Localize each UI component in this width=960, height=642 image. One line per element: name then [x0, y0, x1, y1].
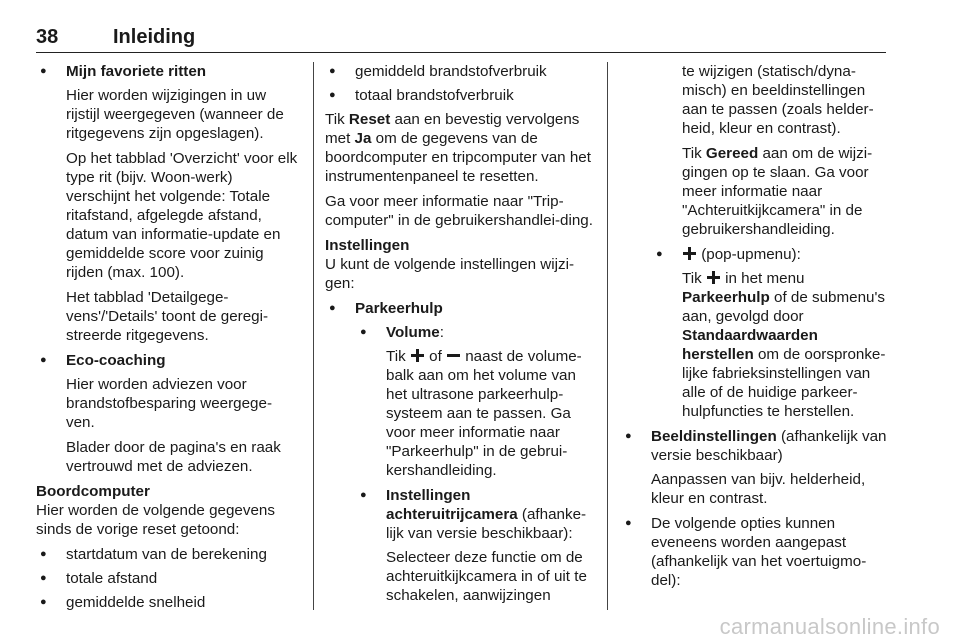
column-3 — [621, 62, 893, 595]
chapter-title: Inleiding — [113, 26, 196, 48]
minus-icon — [447, 349, 460, 362]
popup-menu-text: Tik in het menu Parkeerhulp of de submenu's aan, gevolgd door Standaardwaarden herstellen om de oorspronke-lijke fabrieksinstellingen van alle of de huidige parkeer-hulpfuncties te herstellen. — [682, 270, 886, 420]
favorite-trips-text-1: Hier worden wijzigingen in uw rijstijl weergegeven (wanneer de ritgegevens zijn opgeslagen). — [66, 87, 284, 142]
reset-label: Reset — [348, 111, 391, 128]
ja-label: Ja — [354, 130, 372, 147]
page-number: 38 — [36, 26, 59, 48]
eco-coaching-text-2: Blader door de pagina's en raak vertrouwd met de adviezen. — [66, 439, 281, 475]
column-2 — [325, 62, 597, 611]
plus-icon — [683, 247, 696, 260]
boordcomputer-intro: Hier worden de volgende gegevens sinds de vorige reset getoond: — [36, 502, 275, 538]
bullet-eco-coaching: ● Eco-coaching — [36, 351, 298, 370]
reset-instructions: Tik Reset aan en bevestig vervolgens met Ja om de gegevens van de boordcomputer en tripcomputer van het instrumentenpaneel te resetten. — [325, 111, 591, 185]
gereed-text: Tik Gereed aan om de wijzi-gingen op te slaan. Ga voor meer informatie naar "Achteruitkijkcamera" in de gebruikershandleiding. — [682, 145, 873, 238]
page-header — [36, 26, 886, 53]
volume-text: Tik of naast de volume-balk aan om het volume van het ultrasone parkeerhulp-systeem aan te passen. Ga voor meer informatie naar "Parkeerhulp" in de gebrui-kershandleiding. — [386, 348, 582, 479]
rear-camera-text-cont: te wijzigen (statisch/dyna-misch) en beeldinstellingen aan te passen (zoals helder-heid, kleur en contrast). — [682, 63, 874, 137]
list-item: ● startdatum van de berekening — [36, 545, 298, 564]
list-item: ● gemiddeld brandstofverbruik — [325, 62, 597, 81]
bullet-rear-camera-settings: ● Instellingen achteruitrijcamera (afhanke-lijk van versie beschikbaar): — [356, 486, 597, 543]
column-divider — [607, 62, 608, 610]
rear-camera-text: Selecteer deze functie om de achteruitkijkcamera in of uit te schakelen, aanwijzingen — [386, 549, 587, 604]
favorite-trips-text-2: Op het tabblad 'Overzicht' voor elk type rit (bijv. Woon-werk) verschijnt het volgende: Totale ritafstand, afgelegde afstand, datum van informatie-update en gemiddelde score voor zuinig rijden (max. 100). — [66, 150, 298, 281]
list-item: ● totaal brandstofverbruik — [325, 86, 597, 105]
gereed-label: Gereed — [705, 145, 759, 162]
bullet-options: ● De volgende opties kunnen eveneens worden aangepast (afhankelijk van het voertuigmo-del): — [621, 514, 893, 590]
column-divider — [313, 62, 314, 610]
bullet-volume: ● Volume: — [356, 323, 597, 342]
list-item: ● gemiddelde snelheid — [36, 593, 298, 612]
plus-icon — [411, 349, 424, 362]
list-item: ● totale afstand — [36, 569, 298, 588]
heading-instellingen: Instellingen — [325, 237, 410, 254]
bullet-favorite-trips: ● Mijn favoriete ritten — [36, 62, 298, 81]
more-info-tripcomputer: Ga voor meer informatie naar "Trip-computer" in de gebruikershandlei-ding. — [325, 193, 593, 229]
bullet-popup-menu: ● (pop-upmenu): — [652, 245, 893, 264]
favorite-trips-text-3: Het tabblad 'Detailgege-vens'/'Details' toont de geregi-streerde ritgegevens. — [66, 289, 269, 344]
heading-boordcomputer: Boordcomputer — [36, 483, 150, 500]
eco-coaching-text-1: Hier worden adviezen voor brandstofbesparing weergege-ven. — [66, 376, 273, 431]
watermark: carmanualsonline.info — [719, 614, 940, 639]
bullet-parkeerhulp: ● Parkeerhulp — [325, 299, 597, 318]
column-1 — [36, 62, 298, 617]
settings-intro: U kunt de volgende instellingen wijzi-gen: — [325, 256, 575, 292]
beeldinstellingen-text: Aanpassen van bijv. helderheid, kleur en contrast. — [651, 471, 866, 507]
plus-icon — [707, 271, 720, 284]
bullet-beeldinstellingen: ● Beeldinstellingen (afhankelijk van versie beschikbaar) — [621, 427, 893, 465]
